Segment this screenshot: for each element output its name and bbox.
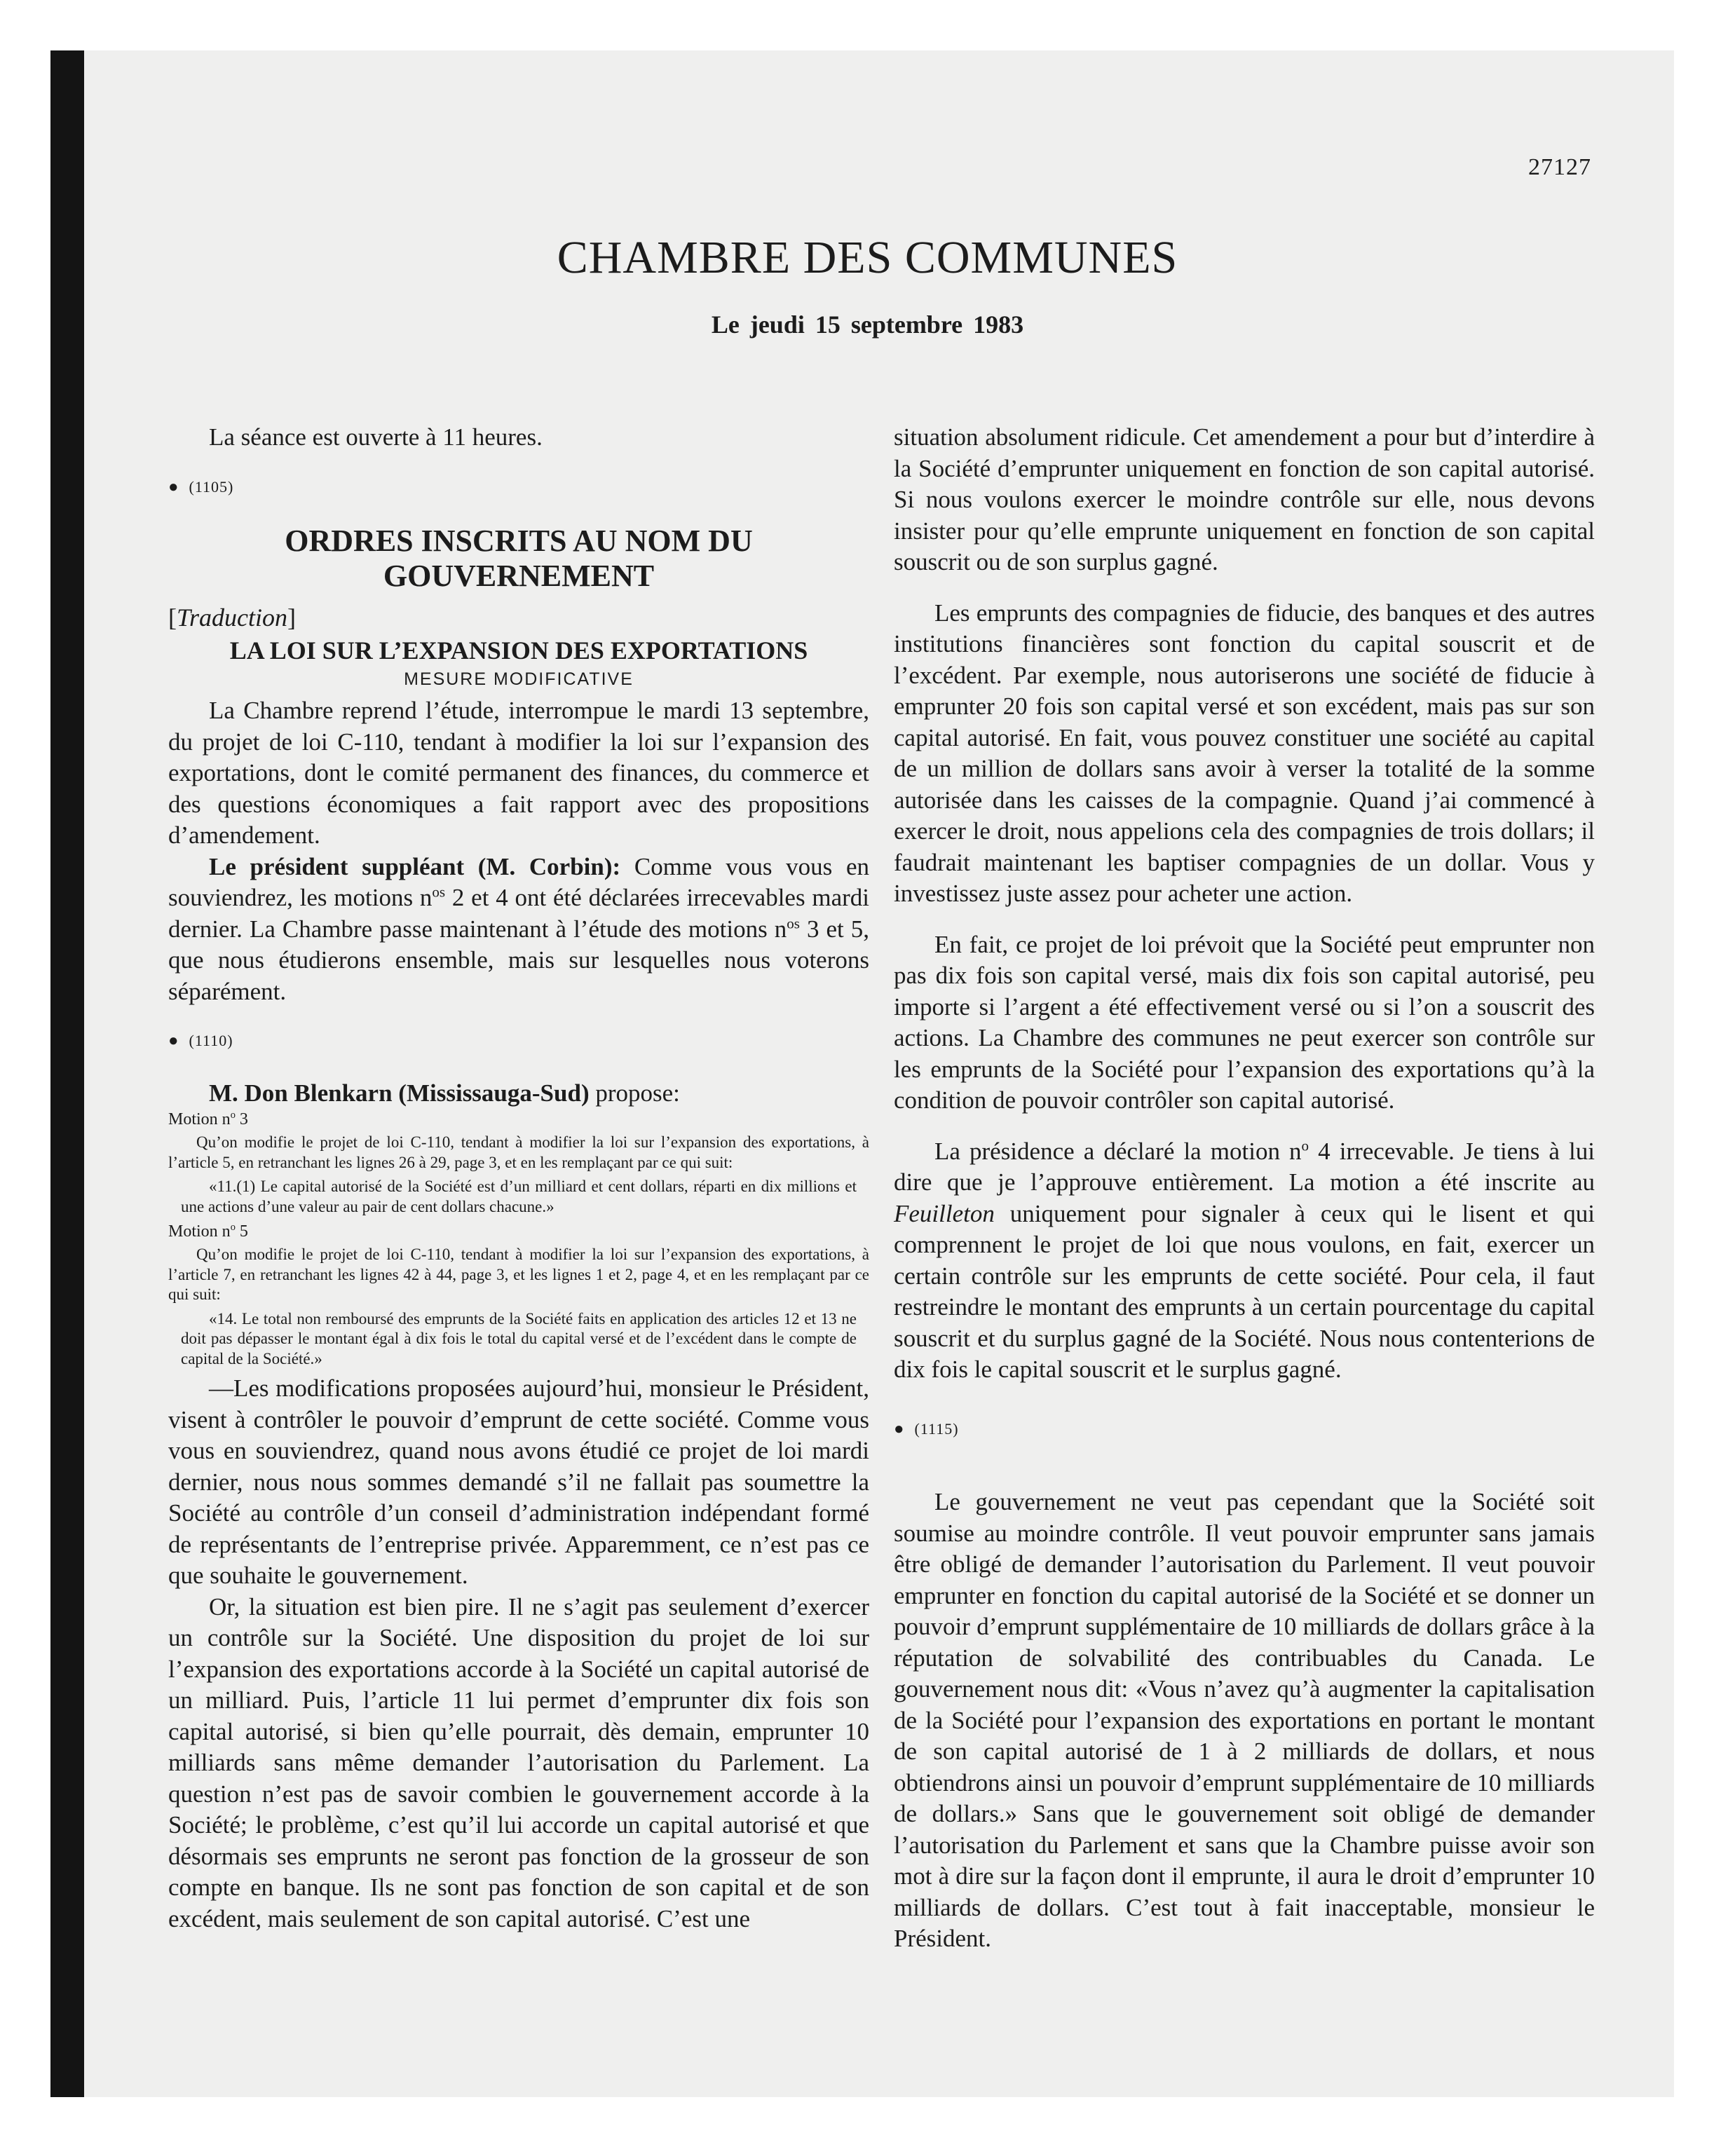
timestamp-text: (1110) (189, 1032, 233, 1049)
sitting-date: Le jeudi 15 septembre 1983 (711, 311, 1024, 339)
motion-quote: «14. Le total non remboursé des emprunts de la Société faits en application des articles 12 et 13 ne doit pas dépasser le montant égal à dix fois le total du capital versé et de l’excédent dans le compte de capital de la Société.» (181, 1309, 857, 1367)
translation-note-text: Traduction (177, 603, 288, 632)
bullet-icon: ● (168, 477, 179, 496)
paragraph: La présidence a déclaré la motion $n^o$ 4 irrecevable. Je tiens à lui dire que je l’approuve entièrement. La motion a été inscrite au Feuilleton uniquement pour signaler à ceux qui le lisent et qui comprennent le projet de loi que nous voulons, en fait, exercer un certain contrôle sur les emprunts de cette société. Pour cela, il faut restreindre le montant des emprunts à un certain pourcentage du capital souscrit et du surplus gagné de la Société. Nous nous contenterions de dix fois le capital souscrit et le surplus gagné. (894, 1136, 1595, 1383)
paragraph: Le président suppléant (M. Corbin): Comme vous vous en souviendrez, les motions $n^{os}$ 2 et 4 ont été déclarées irrecevables mardi dernier. La Chambre passe maintenant à l’étude des motions $n^{os}$ 3 et 5, que nous étudierons ensemble, mais sur lesquelles nous voterons séparément. (168, 852, 870, 1005)
bullet-icon: ● (894, 1419, 905, 1438)
motion-text: Qu’on modifie le projet de loi C-110, tendant à modifier la loi sur l’expansion des exportations, à l’article 7, en retranchant les lignes 42 à 44, page 3, et les lignes 1 et 2, page 4, et en les remplaçant par ce qui suit: (168, 1246, 869, 1303)
member-name: M. Don Blenkarn (Mississauga-Sud) (209, 1079, 590, 1107)
motion-label: Motion $n^o$ 3 (168, 1110, 248, 1128)
timestamp-text: (1115) (914, 1419, 959, 1438)
bill-heading: LA LOI SUR L’EXPANSION DES EXPORTATIONS (229, 636, 808, 664)
paragraph: Or, la situation est bien pire. Il ne s’agit pas seulement d’exercer un contrôle sur la Société. Une disposition du projet de loi sur l’expansion des exportations accorde à la Société un capital autorisé de un milliard. Puis, l’article 11 lui permet d’emprunter dix fois son capital autorisé, si bien qu’elle pourrait, dès demain, emprunter 10 milliards sans même demander l’autorisation du Parlement. La question n’est pas de savoir combien le gouvernement accorde à la Société; le problème, c’est qu’il lui accorde un capital autorisé et que désormais ses emprunts ne seront pas fonction de la grosseur de son compte en banque. Ils ne sont pas fonction de son capital et de son excédent, mais seulement de son capital autorisé. C’est une (168, 1592, 869, 1932)
left-column (168, 422, 869, 1935)
paragraph: La Chambre reprend l’étude, interrompue le mardi 13 septembre, du projet de loi C-110, tendant à modifier la loi sur l’expansion des exportations, dont le comité permanent des finances, du commerce et des questions économiques a fait rapport avec des propositions d’amendement. (168, 697, 869, 849)
paragraph: —Les modifications proposées aujourd’hui, monsieur le Président, visent à contrôler le pouvoir d’emprunt de cette société. Comme vous vous en souviendrez, quand nous avons étudié ce projet de loi mardi dernier, nous nous sommes demandé s’il ne fallait pas soumettre la Société au contrôle d’un conseil d’administration indépendant formé de représentants de l’entreprise privée. Apparemment, ce n’est pas ce que souhaite le gouvernement. (168, 1374, 869, 1589)
motion-label: Motion $n^o$ 5 (168, 1222, 248, 1241)
page-title: CHAMBRE DES COMMUNES (557, 232, 1178, 283)
motion-quote: «11.(1) Le capital autorisé de la Société est d’un milliard et cent dollars, réparti en dix millions et une actions d’une valeur au pair de cent dollars chacune.» (181, 1178, 857, 1215)
paragraph: Les emprunts des compagnies de fiducie, des banques et des autres institutions financières sont fonction du capital souscrit et de l’excédent. Par exemple, nous autoriserons une société de fiducie à emprunter 20 fois son capital versé et son excédent, mais pas sur son capital autorisé. En fait, vous pouvez constituer une société au capital de un million de dollars sans avoir à verser la totalité de la somme autorisée dans les caisses de la compagnie. Quand j’ai commencé à exercer le droit, nous appelions cela des compagnies de trois dollars; il faudrait maintenant les baptiser compagnies de un dollar. Vous y investissez juste assez pour acheter une action. (894, 599, 1595, 907)
motion-text: Qu’on modifie le projet de loi C-110, tendant à modifier la loi sur l’expansion des exportations, à l’article 5, en retranchant les lignes 26 à 29, page 3, et en les remplaçant par ce qui suit: (168, 1133, 869, 1171)
right-column (894, 422, 1595, 1955)
paragraph: situation absolument ridicule. Cet amendement a pour but d’interdire à la Société d’emprunter uniquement en fonction de son capital autorisé. Si nous voulons exercer le moindre contrôle sur elle, nous devons insister pour qu’elle emprunte uniquement en fonction de son capital souscrit ou de son surplus gagné. (894, 423, 1595, 575)
scan-edge (50, 50, 84, 2097)
paragraph: En fait, ce projet de loi prévoit que la Société peut emprunter non pas dix fois son capital versé, mais dix fois son capital autorisé, peu importe si l’argent a été effectivement versé ou si l’on a souscrit des actions. La Chambre des communes ne peut exercer son contrôle sur les emprunts de la Société pour l’expansion des exportations qu’à la condition de pouvoir contrôler son capital autorisé. (894, 930, 1595, 1114)
italic-term: Feuilleton (894, 1199, 995, 1227)
paragraph: Le gouvernement ne veut pas cependant que la Société soit soumise au moindre contrôle. Il veut pouvoir emprunter sans jamais être obligé de demander l’autorisation du Parlement. Il veut pouvoir emprunter en fonction du capital autorisé de la Société et se donner un pouvoir d’emprunt supplémentaire de 10 milliards de dollars grâce à la réputation de solvabilité des contribuables du Canada. Le gouvernement nous dit: «Vous n’avez qu’à augmenter la capitalisation de la Société pour l’expansion des exportations en portant le montant de son capital autorisé de 1 à 2 milliards de dollars, et nous obtiendrons ainsi un pouvoir d’emprunt supplémentaire de 10 milliards de dollars.» Sans que le gouvernement soit obligé de demander l’autorisation du Parlement et sans que la Chambre puisse avoir son mot à dire sur la façon dont il emprunte, il aura le droit d’emprunter 10 milliards de dollars. C’est tout à fait inacceptable, monsieur le Président. (894, 1488, 1595, 1952)
section-heading: ORDRES INSCRITS AU NOM DU GOUVERNEMENT (285, 524, 753, 593)
timestamp (168, 1025, 869, 1057)
speaker-name: Le président suppléant (M. Corbin): (209, 852, 621, 880)
opening-line: La séance est ouverte à 11 heures. (209, 423, 543, 451)
translation-note: [Traduction] (168, 603, 297, 632)
timestamp (894, 1414, 1595, 1445)
member-intro: M. Don Blenkarn (Mississauga-Sud) propose: (209, 1079, 680, 1107)
timestamp-text: (1105) (189, 477, 234, 496)
bill-subheading: MESURE MODIFICATIVE (404, 669, 634, 689)
page-number: 27127 (1528, 154, 1591, 180)
bullet-icon: ● (168, 1032, 179, 1050)
timestamp (168, 472, 869, 503)
